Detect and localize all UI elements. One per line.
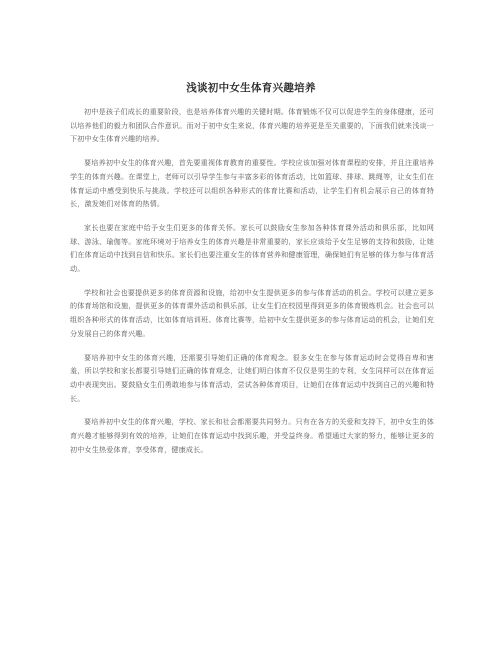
paragraph: 要培养初中女生的体育兴趣，学校、家长和社会都需要共同努力。只有在各方的关爱和支持下，初中女生的体育兴趣才能够得到有效的培养，让她们在体育运动中找到乐趣，并受益终身。希望通过大家的努力，能够让更多的初中女生热爱体育，享受体育，健康成长。 [70,417,434,454]
paragraph: 要培养初中女生的体育兴趣，首先要重视体育教育的重要性。学校应该加强对体育课程的安排，并且注重培养学生的体育兴趣。在课堂上，老师可以引导学生参与丰富多彩的体育活动，比如篮球、排球、跳绳等，让女生们在体育运动中感受到快乐与挑战。学校还可以组织各种形式的体育比赛和活动，让学生们有机会展示自己的体育特长，激发她们对体育的热情。 [70,158,434,209]
paragraph: 学校和社会也要提供更多的体育资源和设施，给初中女生提供更多的参与体育活动的机会。学校可以建立更多的体育场馆和设施，提供更多的体育课外活动和俱乐部，让女生们在校园里得到更多的体育锻炼机会。社会也可以组织各种形式的体育活动，比如体育培训班、体育比赛等，给初中女生提供更多的参与体育运动的机会，让她们充分发展自己的体育兴趣。 [70,287,434,338]
paragraph: 要培养初中女生的体育兴趣，还需要引导她们正确的体育观念。很多女生在参与体育运动时会觉得自卑和害羞，所以学校和家长都要引导她们正确的体育观念，让她们明白体育不仅仅是男生的专利，女生同样可以在体育运动中表现突出。要鼓励女生们勇敢地参与体育活动，尝试各种体育项目，让她们在体育运动中找到自己的兴趣和特长。 [70,352,434,403]
paragraph: 家长也要在家庭中给予女生们更多的体育关怀。家长可以鼓励女生参加各种体育课外活动和俱乐部，比如网球、游泳、瑜伽等。家庭环境对于培养女生的体育兴趣是非常重要的，家长应该给予女生足够的支持和鼓励，让她们在体育运动中找到自信和快乐。家长们也要注重女生的体育营养和健康管理，确保她们有足够的体力参与体育活动。 [70,222,434,274]
paragraph: 初中是孩子们成长的重要阶段，也是培养体育兴趣的关键时期。体育锻炼不仅可以促进学生的身体健康，还可以培养他们的毅力和团队合作意识。而对于初中女生来说，体育兴趣的培养更是至关重要的，下面我们就来浅谈一下初中女生体育兴趣的培养。 [70,107,434,144]
document-title: 浅谈初中女生体育兴趣培养 [186,82,316,94]
document-body [70,105,434,466]
